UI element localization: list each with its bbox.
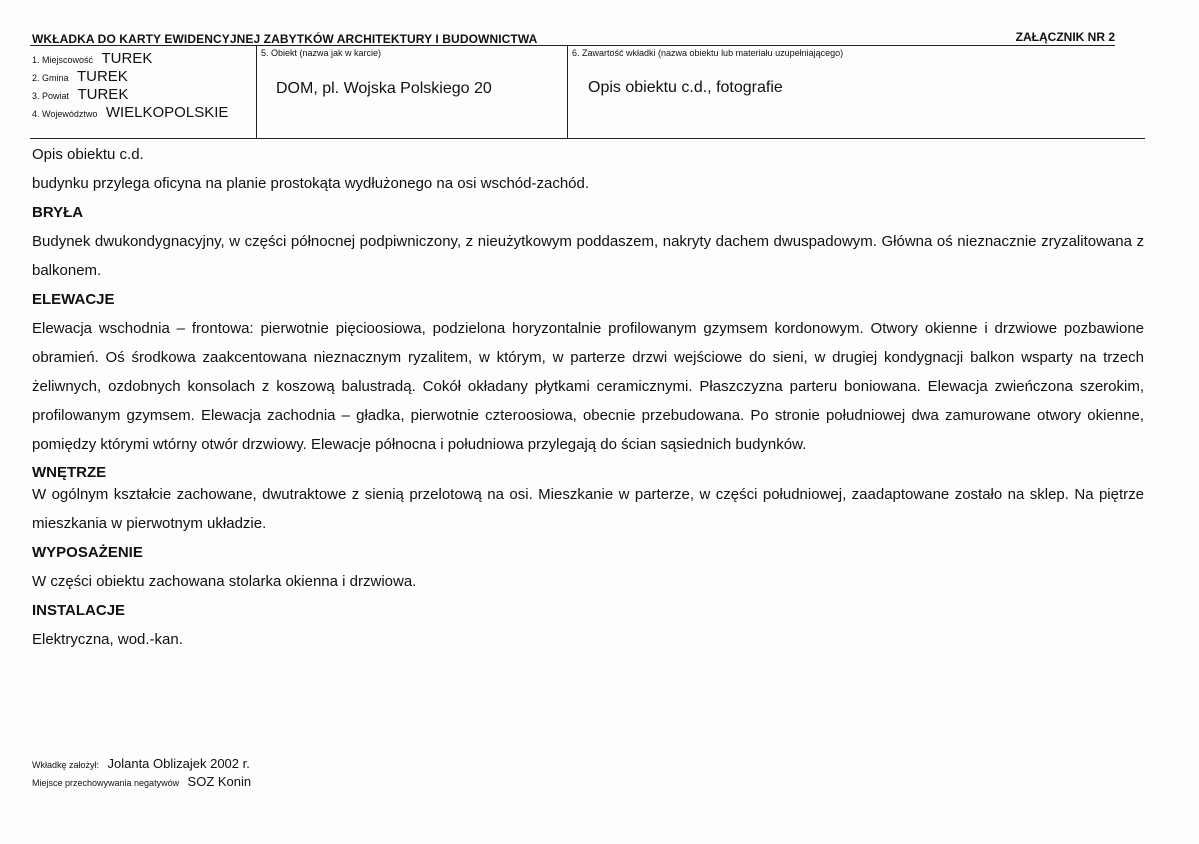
commune-label: 2. Gmina (32, 73, 69, 83)
instalacje-heading: INSTALACJE (32, 602, 126, 619)
province-value: WIELKOPOLSKIE (105, 104, 229, 121)
contents-label: 6. Zawartość wkładki (nazwa obiektu lub materiału uzupełniającego) (572, 48, 844, 58)
wnetrze-text: W ogólnym kształcie zachowane, dwutraktowe z sienią przelotową na osi. Mieszkanie w parterze, w części południowej, zaadaptowane zostało na sklep. Na piętrze mieszkania w pierwotnym układzie. (32, 486, 1144, 532)
district-value: TUREK (77, 86, 129, 103)
elewacje-text: Elewacja wschodnia – frontowa: pierwotnie pięcioosiowa, podzielona horyzontalnie profilowanym gzymsem kordonowym. Otwory okienne i drzwiowe pozbawione obramień. Oś środkowa zaakcentowana nieznacznym ryzalitem, w którym, w parterze drzwi wejściowe do sieni, w drugiej kondygnacji balkon wsparty na trzech żeliwnych, ozdobnych konsolach z koszową balustradą. Cokół okładany płytkami ceramicznymi. Płaszczyzna parteru boniowana. Elewacja zwieńczona szerokim, profilowanym gzymsem. Elewacja zachodnia – gładka, pierwotnie czteroosiowa, obecnie przebudowana. Po stronie południowej dwa zamurowane otwory okienne, pomiędzy którymi wtórny otwór drzwiowy. Elewacje północna i południowa przylegają do ścian sąsiednich budynków. (32, 320, 1144, 453)
author-value: Jolanta Oblizajek 2002 r. (107, 756, 250, 771)
place-label: 1. Miejscowość (32, 55, 94, 65)
object-value: DOM, pl. Wojska Polskiego 20 (276, 80, 492, 97)
object-label: 5. Obiekt (nazwa jak w karcie) (261, 48, 382, 58)
province-label: 4. Województwo (32, 109, 98, 119)
contents-value: Opis obiektu c.d., fotografie (588, 79, 783, 96)
form-title: WKŁADKA DO KARTY EWIDENCYJNEJ ZABYTKÓW ARCHITEKTURY I BUDOWNICTWA (32, 32, 538, 46)
column-divider-1 (256, 46, 257, 138)
box-bottom-rule (30, 138, 1145, 139)
bryla-heading: BRYŁA (32, 204, 84, 221)
instalacje-text: Elektryczna, wod.-kan. (32, 631, 183, 648)
commune-value: TUREK (76, 68, 128, 85)
place-value: TUREK (101, 50, 153, 67)
author-label: Wkładkę założył: (32, 760, 100, 770)
place-field (32, 50, 152, 68)
author-field (32, 755, 250, 773)
district-field (32, 86, 128, 104)
wyposazenie-text: W części obiektu zachowana stolarka okienna i drzwiowa. (32, 573, 417, 590)
commune-field (32, 68, 128, 86)
negatives-value: SOZ Konin (187, 774, 252, 789)
annex-number: ZAŁĄCZNIK NR 2 (1015, 30, 1115, 44)
intro-text: budynku przylega oficyna na planie prostokąta wydłużonego na osi wschód-zachód. (32, 175, 590, 192)
header-rule (30, 45, 1115, 46)
negatives-field (32, 773, 251, 791)
bryla-text: Budynek dwukondygnacyjny, w części północnej podpiwniczony, z nieużytkowym poddaszem, nakryty dachem dwuspadowym. Główna oś nieznacznie zryzalitowana z balkonem. (32, 233, 1144, 279)
elewacje-heading: ELEWACJE (32, 291, 115, 308)
intro-heading: Opis obiektu c.d. (32, 146, 144, 163)
district-label: 3. Powiat (32, 91, 70, 101)
wnetrze-heading: WNĘTRZE (32, 464, 107, 481)
description-body (32, 140, 1144, 654)
negatives-label: Miejsce przechowywania negatywów (32, 778, 180, 788)
province-field (32, 104, 228, 122)
wyposazenie-heading: WYPOSAŻENIE (32, 544, 143, 561)
column-divider-2 (567, 46, 568, 138)
